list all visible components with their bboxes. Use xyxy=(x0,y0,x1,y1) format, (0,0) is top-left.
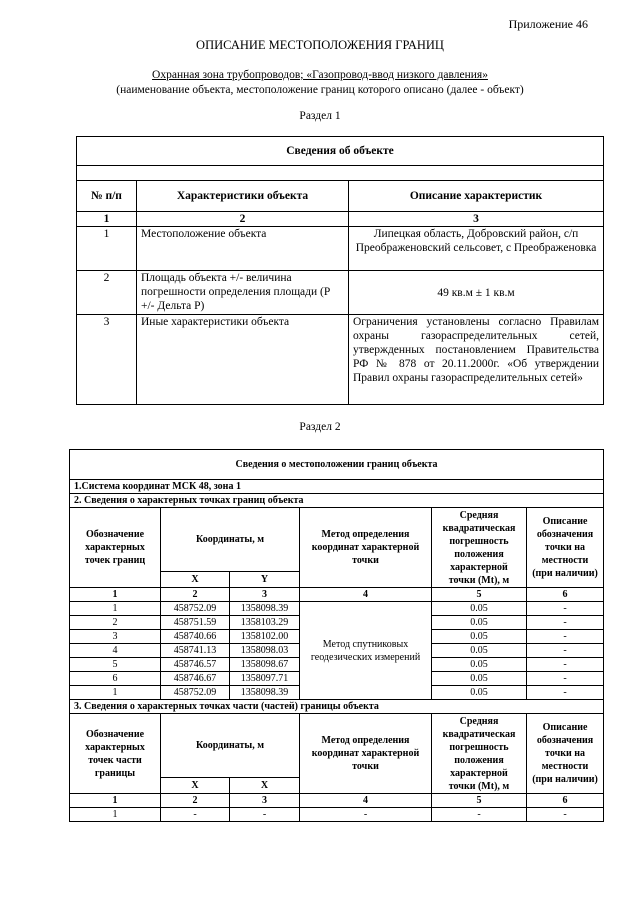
point-id: 5 xyxy=(70,658,161,672)
point-id: 3 xyxy=(70,630,161,644)
point-error: 0.05 xyxy=(432,658,527,672)
point-description: - xyxy=(527,630,604,644)
part3-title: 3. Сведения о характерных точках части (частей) границы объекта xyxy=(70,700,604,714)
header-designation: Обозначение характерных точек границ xyxy=(70,508,161,588)
point-description: - xyxy=(527,602,604,616)
section1-label: Раздел 1 xyxy=(299,110,341,122)
point-description: - xyxy=(527,616,604,630)
col-header-number: № п/п xyxy=(77,181,137,212)
point-error: 0.05 xyxy=(432,686,527,700)
table-row xyxy=(70,808,604,822)
object-name: Охранная зона трубопроводов; «Газопровод-ввод низкого давления» xyxy=(152,69,488,81)
header3-x: X xyxy=(161,778,230,794)
spacer-row xyxy=(77,166,604,181)
col-number-2: 2 xyxy=(161,588,230,602)
point-error: 0.05 xyxy=(432,644,527,658)
col-number-3: 3 xyxy=(230,588,300,602)
boundary-table-title: Сведения о местоположении границ объекта xyxy=(70,450,604,480)
row-characteristic: Площадь объекта +/- величина погрешности определения площади (Р +/- Дельта Р) xyxy=(137,271,349,315)
appendix-label: Приложение 46 xyxy=(508,17,588,31)
header-description: Описание обозначения точки на местности (при наличии) xyxy=(527,508,604,588)
point-error: 0.05 xyxy=(432,602,527,616)
point-error: 0.05 xyxy=(432,672,527,686)
object-info-table xyxy=(76,136,604,405)
header-method: Метод определения координат характерной точки xyxy=(300,508,432,588)
col3-number-4: 4 xyxy=(300,794,432,808)
point-id: 6 xyxy=(70,672,161,686)
point-id: 1 xyxy=(70,602,161,616)
part3-id: 1 xyxy=(70,808,161,822)
part3-y: - xyxy=(230,808,300,822)
col3-number-2: 2 xyxy=(161,794,230,808)
point-id: 2 xyxy=(70,616,161,630)
boundary-location-table xyxy=(69,449,604,822)
point-y: 1358098.03 xyxy=(230,644,300,658)
header-coords: Координаты, м xyxy=(161,508,300,572)
section2-label: Раздел 2 xyxy=(299,421,341,433)
header3-designation: Обозначение характерных точек части границы xyxy=(70,714,161,794)
col3-number-5: 5 xyxy=(432,794,527,808)
point-y: 1358097.71 xyxy=(230,672,300,686)
point-method: Метод спутниковых геодезических измерений xyxy=(300,602,432,700)
header3-error: Средняя квадратическая погрешность положения характерной точки (Mt), м xyxy=(432,714,527,794)
header-error: Средняя квадратическая погрешность положения характерной точки (Mt), м xyxy=(432,508,527,588)
col-header-description: Описание характеристик xyxy=(349,181,604,212)
point-x: 458740.66 xyxy=(161,630,230,644)
point-x: 458746.67 xyxy=(161,672,230,686)
object-caption: (наименование объекта, местоположение границ которого описано (далее - объект) xyxy=(116,84,524,96)
col-number-2: 2 xyxy=(137,212,349,227)
part2-title: 2. Сведения о характерных точках границ объекта xyxy=(70,494,604,508)
point-description: - xyxy=(527,658,604,672)
col-number-5: 5 xyxy=(432,588,527,602)
col-number-3: 3 xyxy=(349,212,604,227)
point-x: 458752.09 xyxy=(161,602,230,616)
point-error: 0.05 xyxy=(432,630,527,644)
point-description: - xyxy=(527,686,604,700)
row-characteristic: Иные характеристики объекта xyxy=(137,315,349,405)
table-row xyxy=(77,271,604,315)
point-y: 1358102.00 xyxy=(230,630,300,644)
col-number-4: 4 xyxy=(300,588,432,602)
col-number-1: 1 xyxy=(77,212,137,227)
part3-description: - xyxy=(527,808,604,822)
header3-y: X xyxy=(230,778,300,794)
point-description: - xyxy=(527,644,604,658)
object-info-title: Сведения об объекте xyxy=(77,137,604,166)
header3-method: Метод определения координат характерной точки xyxy=(300,714,432,794)
row-number: 2 xyxy=(77,271,137,315)
point-x: 458752.09 xyxy=(161,686,230,700)
col3-number-3: 3 xyxy=(230,794,300,808)
point-description: - xyxy=(527,672,604,686)
table-row xyxy=(70,602,604,616)
part3-method: - xyxy=(300,808,432,822)
header-y: Y xyxy=(230,572,300,588)
point-x: 458741.13 xyxy=(161,644,230,658)
point-x: 458751.59 xyxy=(161,616,230,630)
row-description: Липецкая область, Добровский район, с/п Преображеновский сельсовет, с Преображеновка xyxy=(349,227,604,271)
col3-number-1: 1 xyxy=(70,794,161,808)
table-row xyxy=(77,315,604,405)
row-description: 49 кв.м ± 1 кв.м xyxy=(349,271,604,315)
row-number: 3 xyxy=(77,315,137,405)
point-id: 4 xyxy=(70,644,161,658)
row-number: 1 xyxy=(77,227,137,271)
page-title: ОПИСАНИЕ МЕСТОПОЛОЖЕНИЯ ГРАНИЦ xyxy=(196,38,444,52)
point-y: 1358098.39 xyxy=(230,602,300,616)
part3-error: - xyxy=(432,808,527,822)
point-error: 0.05 xyxy=(432,616,527,630)
point-y: 1358103.29 xyxy=(230,616,300,630)
col3-number-6: 6 xyxy=(527,794,604,808)
coord-system: 1.Система координат МСК 48, зона 1 xyxy=(70,480,604,494)
table-row xyxy=(77,227,604,271)
row-characteristic: Местоположение объекта xyxy=(137,227,349,271)
header3-description: Описание обозначения точки на местности (при наличии) xyxy=(527,714,604,794)
col-header-characteristics: Характеристики объекта xyxy=(137,181,349,212)
point-x: 458746.57 xyxy=(161,658,230,672)
col-number-1: 1 xyxy=(70,588,161,602)
header-x: X xyxy=(161,572,230,588)
row-description: Ограничения установлены согласно Правилам охраны газораспределительных сетей, утвержденных постановлением Правительства РФ № 878 от 20.11.2000г. «Об утверждении Правил охраны газораспределительных сетей» xyxy=(349,315,604,405)
point-y: 1358098.39 xyxy=(230,686,300,700)
col-number-6: 6 xyxy=(527,588,604,602)
part3-x: - xyxy=(161,808,230,822)
point-id: 1 xyxy=(70,686,161,700)
header3-coords: Координаты, м xyxy=(161,714,300,778)
point-y: 1358098.67 xyxy=(230,658,300,672)
